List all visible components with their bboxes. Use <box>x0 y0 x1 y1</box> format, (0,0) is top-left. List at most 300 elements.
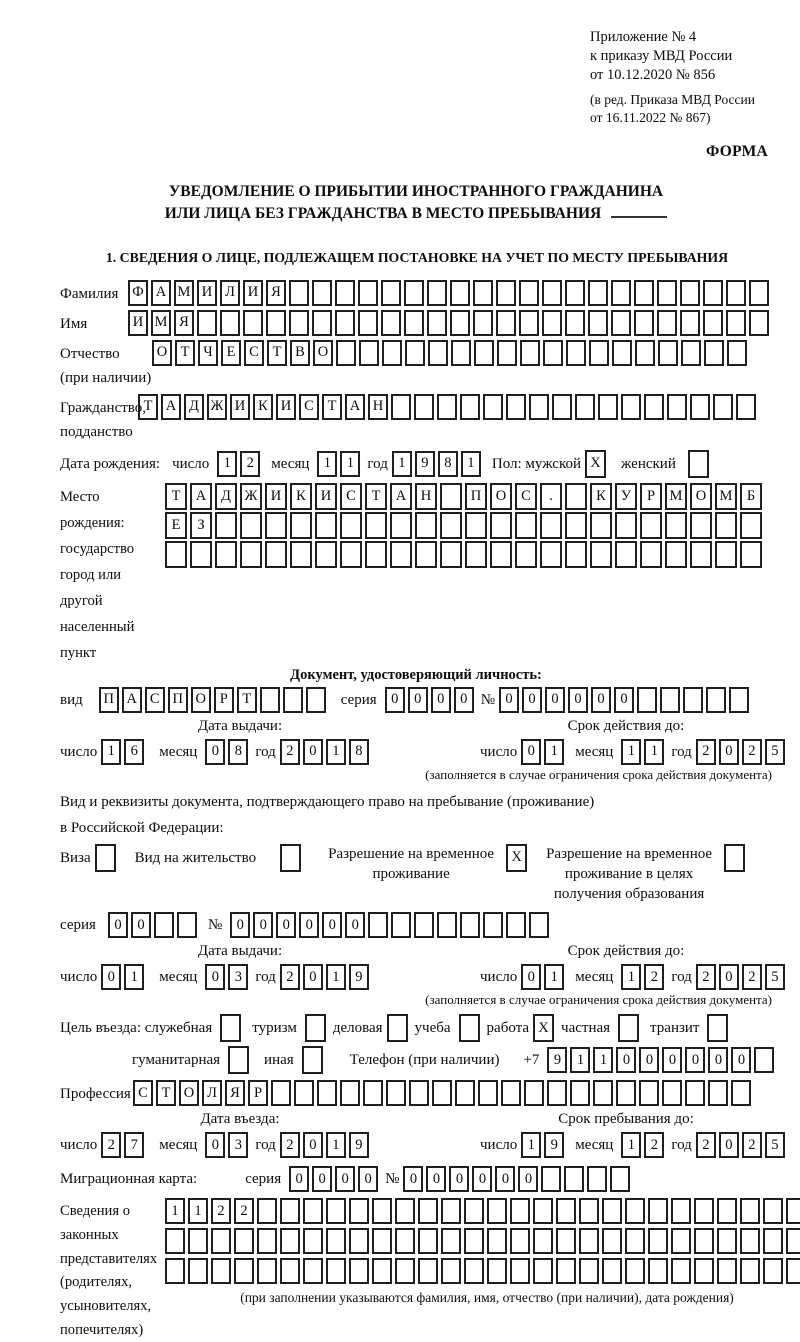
char-box[interactable]: 0 <box>495 1166 515 1192</box>
char-box[interactable] <box>280 1228 300 1254</box>
char-box[interactable] <box>315 512 337 539</box>
char-box[interactable] <box>648 1198 668 1224</box>
char-box[interactable] <box>188 1258 208 1284</box>
char-box[interactable]: И <box>243 280 263 306</box>
char-box[interactable] <box>727 340 747 366</box>
char-box[interactable] <box>639 1080 659 1106</box>
char-box[interactable] <box>565 310 585 336</box>
char-box[interactable] <box>404 310 424 336</box>
char-box[interactable] <box>610 1166 630 1192</box>
char-box[interactable] <box>496 280 516 306</box>
char-box[interactable] <box>404 280 424 306</box>
char-box[interactable] <box>506 394 526 420</box>
char-box[interactable]: 5 <box>765 739 785 765</box>
char-box[interactable] <box>740 512 762 539</box>
char-box[interactable]: 0 <box>708 1047 728 1073</box>
res-valid-month-boxes[interactable] <box>621 964 667 990</box>
char-box[interactable]: 0 <box>303 964 323 990</box>
char-box[interactable] <box>564 1166 584 1192</box>
char-box[interactable] <box>724 844 745 872</box>
char-box[interactable] <box>497 340 517 366</box>
char-box[interactable]: 1 <box>392 451 412 477</box>
char-box[interactable]: А <box>190 483 212 510</box>
char-box[interactable] <box>520 340 540 366</box>
char-box[interactable] <box>271 1080 291 1106</box>
char-box[interactable] <box>428 340 448 366</box>
char-box[interactable] <box>640 541 662 568</box>
char-box[interactable] <box>634 280 654 306</box>
char-box[interactable] <box>459 1014 480 1042</box>
char-box[interactable] <box>615 541 637 568</box>
char-box[interactable]: 1 <box>101 739 121 765</box>
char-box[interactable]: 5 <box>765 964 785 990</box>
char-box[interactable] <box>658 340 678 366</box>
char-box[interactable]: А <box>161 394 181 420</box>
mig-series-boxes[interactable] <box>289 1166 381 1192</box>
citizenship-boxes[interactable] <box>138 394 759 420</box>
char-box[interactable] <box>326 1258 346 1284</box>
char-box[interactable]: Т <box>156 1080 176 1106</box>
char-box[interactable] <box>266 310 286 336</box>
char-box[interactable]: М <box>151 310 171 336</box>
visa-checkbox[interactable] <box>95 844 119 872</box>
char-box[interactable] <box>483 912 503 938</box>
char-box[interactable] <box>372 1258 392 1284</box>
char-box[interactable] <box>165 1258 185 1284</box>
sex-female-checkbox[interactable] <box>688 450 712 478</box>
char-box[interactable] <box>588 310 608 336</box>
char-box[interactable] <box>703 310 723 336</box>
char-box[interactable] <box>336 340 356 366</box>
char-box[interactable] <box>418 1198 438 1224</box>
char-box[interactable]: Б <box>740 483 762 510</box>
temp-residence-checkbox[interactable] <box>506 844 530 872</box>
char-box[interactable]: 1 <box>165 1198 185 1224</box>
char-box[interactable] <box>541 1166 561 1192</box>
char-box[interactable] <box>671 1258 691 1284</box>
char-box[interactable] <box>615 512 637 539</box>
char-box[interactable] <box>644 394 664 420</box>
char-box[interactable]: 2 <box>644 964 664 990</box>
char-box[interactable] <box>519 280 539 306</box>
char-box[interactable] <box>414 912 434 938</box>
entry-day-boxes[interactable] <box>101 1132 147 1158</box>
char-box[interactable] <box>427 310 447 336</box>
char-box[interactable] <box>390 512 412 539</box>
char-box[interactable]: Д <box>184 394 204 420</box>
char-box[interactable] <box>460 394 480 420</box>
char-box[interactable]: О <box>690 483 712 510</box>
char-box[interactable] <box>154 912 174 938</box>
char-box[interactable]: 0 <box>719 1132 739 1158</box>
char-box[interactable] <box>312 310 332 336</box>
char-box[interactable]: X <box>533 1014 554 1042</box>
char-box[interactable] <box>731 1080 751 1106</box>
char-box[interactable] <box>211 1228 231 1254</box>
char-box[interactable] <box>749 310 769 336</box>
char-box[interactable] <box>579 1198 599 1224</box>
char-box[interactable] <box>441 1198 461 1224</box>
char-box[interactable]: С <box>244 340 264 366</box>
char-box[interactable]: 0 <box>499 687 519 713</box>
char-box[interactable] <box>460 912 480 938</box>
char-box[interactable]: Я <box>174 310 194 336</box>
char-box[interactable] <box>211 1258 231 1284</box>
char-box[interactable] <box>265 512 287 539</box>
char-box[interactable]: 3 <box>228 964 248 990</box>
char-box[interactable] <box>726 310 746 336</box>
char-box[interactable] <box>368 912 388 938</box>
char-box[interactable] <box>694 1228 714 1254</box>
char-box[interactable] <box>437 912 457 938</box>
doc-valid-month-boxes[interactable] <box>621 739 667 765</box>
char-box[interactable] <box>197 310 217 336</box>
char-box[interactable]: 0 <box>322 912 342 938</box>
char-box[interactable]: Е <box>165 512 187 539</box>
humanitarian-checkbox[interactable] <box>228 1046 252 1074</box>
char-box[interactable] <box>290 541 312 568</box>
char-box[interactable] <box>381 280 401 306</box>
char-box[interactable] <box>690 394 710 420</box>
char-box[interactable] <box>575 394 595 420</box>
char-box[interactable]: С <box>515 483 537 510</box>
char-box[interactable]: Т <box>365 483 387 510</box>
char-box[interactable]: 2 <box>696 739 716 765</box>
char-box[interactable] <box>303 1228 323 1254</box>
char-box[interactable]: 2 <box>240 451 260 477</box>
char-box[interactable]: Т <box>267 340 287 366</box>
char-box[interactable] <box>515 541 537 568</box>
sex-male-checkbox[interactable] <box>585 450 609 478</box>
char-box[interactable] <box>611 280 631 306</box>
char-box[interactable] <box>487 1198 507 1224</box>
char-box[interactable]: 1 <box>570 1047 590 1073</box>
char-box[interactable] <box>441 1228 461 1254</box>
char-box[interactable] <box>382 340 402 366</box>
char-box[interactable] <box>228 1046 249 1074</box>
char-box[interactable]: Т <box>175 340 195 366</box>
char-box[interactable] <box>390 541 412 568</box>
char-box[interactable] <box>335 280 355 306</box>
char-box[interactable] <box>465 541 487 568</box>
char-box[interactable]: 1 <box>621 739 641 765</box>
char-box[interactable] <box>391 912 411 938</box>
char-box[interactable] <box>510 1228 530 1254</box>
char-box[interactable] <box>305 1014 326 1042</box>
char-box[interactable]: 9 <box>349 1132 369 1158</box>
char-box[interactable] <box>763 1198 783 1224</box>
char-box[interactable] <box>648 1258 668 1284</box>
char-box[interactable] <box>749 280 769 306</box>
char-box[interactable] <box>340 1080 360 1106</box>
char-box[interactable] <box>680 280 700 306</box>
char-box[interactable] <box>565 541 587 568</box>
study-checkbox[interactable] <box>459 1014 483 1042</box>
char-box[interactable]: Ж <box>240 483 262 510</box>
char-box[interactable] <box>257 1258 277 1284</box>
char-box[interactable]: 2 <box>280 739 300 765</box>
char-box[interactable] <box>542 310 562 336</box>
char-box[interactable]: 1 <box>621 964 641 990</box>
char-box[interactable] <box>717 1198 737 1224</box>
representatives-boxes-row2[interactable] <box>165 1228 800 1254</box>
doc-valid-day-boxes[interactable] <box>521 739 567 765</box>
char-box[interactable] <box>190 541 212 568</box>
char-box[interactable]: И <box>276 394 296 420</box>
char-box[interactable] <box>215 512 237 539</box>
char-box[interactable]: Т <box>322 394 342 420</box>
char-box[interactable] <box>506 912 526 938</box>
char-box[interactable] <box>707 1014 728 1042</box>
stay-year-boxes[interactable] <box>696 1132 788 1158</box>
char-box[interactable]: Н <box>415 483 437 510</box>
char-box[interactable] <box>395 1228 415 1254</box>
char-box[interactable]: П <box>99 687 119 713</box>
char-box[interactable]: 0 <box>276 912 296 938</box>
char-box[interactable] <box>786 1258 800 1284</box>
char-box[interactable]: 0 <box>449 1166 469 1192</box>
char-box[interactable]: 1 <box>544 964 564 990</box>
char-box[interactable]: М <box>174 280 194 306</box>
char-box[interactable]: И <box>230 394 250 420</box>
char-box[interactable]: 6 <box>124 739 144 765</box>
char-box[interactable]: 2 <box>742 1132 762 1158</box>
char-box[interactable]: Я <box>266 280 286 306</box>
char-box[interactable] <box>665 541 687 568</box>
char-box[interactable]: Д <box>215 483 237 510</box>
char-box[interactable]: 1 <box>644 739 664 765</box>
char-box[interactable]: З <box>190 512 212 539</box>
char-box[interactable]: 2 <box>211 1198 231 1224</box>
char-box[interactable]: 9 <box>349 964 369 990</box>
char-box[interactable] <box>533 1198 553 1224</box>
char-box[interactable]: К <box>290 483 312 510</box>
char-box[interactable]: 2 <box>696 964 716 990</box>
char-box[interactable]: С <box>133 1080 153 1106</box>
char-box[interactable]: 8 <box>438 451 458 477</box>
char-box[interactable] <box>415 541 437 568</box>
char-box[interactable] <box>294 1080 314 1106</box>
char-box[interactable]: А <box>390 483 412 510</box>
char-box[interactable] <box>579 1228 599 1254</box>
char-box[interactable]: 1 <box>326 739 346 765</box>
char-box[interactable] <box>657 280 677 306</box>
char-box[interactable]: 0 <box>230 912 250 938</box>
char-box[interactable]: М <box>715 483 737 510</box>
char-box[interactable]: И <box>265 483 287 510</box>
char-box[interactable]: К <box>590 483 612 510</box>
char-box[interactable] <box>381 310 401 336</box>
char-box[interactable] <box>612 340 632 366</box>
char-box[interactable] <box>680 310 700 336</box>
char-box[interactable] <box>363 1080 383 1106</box>
char-box[interactable]: 1 <box>188 1198 208 1224</box>
char-box[interactable]: У <box>615 483 637 510</box>
char-box[interactable] <box>234 1228 254 1254</box>
char-box[interactable]: 0 <box>408 687 428 713</box>
char-box[interactable]: . <box>540 483 562 510</box>
char-box[interactable] <box>740 1228 760 1254</box>
char-box[interactable] <box>414 394 434 420</box>
char-box[interactable] <box>590 541 612 568</box>
char-box[interactable]: 0 <box>101 964 121 990</box>
char-box[interactable] <box>703 280 723 306</box>
char-box[interactable]: К <box>253 394 273 420</box>
char-box[interactable] <box>395 1258 415 1284</box>
char-box[interactable]: 0 <box>303 1132 323 1158</box>
char-box[interactable]: 2 <box>742 739 762 765</box>
tourism-checkbox[interactable] <box>305 1014 329 1042</box>
char-box[interactable] <box>540 512 562 539</box>
char-box[interactable] <box>280 844 301 872</box>
char-box[interactable] <box>280 1198 300 1224</box>
char-box[interactable] <box>542 280 562 306</box>
res-issue-month-boxes[interactable] <box>205 964 251 990</box>
char-box[interactable] <box>440 483 462 510</box>
char-box[interactable] <box>602 1228 622 1254</box>
char-box[interactable] <box>441 1258 461 1284</box>
birthplace-boxes-row2[interactable] <box>165 512 765 539</box>
char-box[interactable] <box>708 1080 728 1106</box>
char-box[interactable] <box>257 1228 277 1254</box>
char-box[interactable]: 0 <box>426 1166 446 1192</box>
char-box[interactable]: 0 <box>662 1047 682 1073</box>
char-box[interactable] <box>440 512 462 539</box>
phone-boxes[interactable] <box>547 1047 777 1073</box>
char-box[interactable] <box>515 512 537 539</box>
char-box[interactable] <box>478 1080 498 1106</box>
char-box[interactable]: 2 <box>101 1132 121 1158</box>
char-box[interactable] <box>657 310 677 336</box>
char-box[interactable] <box>671 1228 691 1254</box>
char-box[interactable] <box>427 280 447 306</box>
char-box[interactable] <box>524 1080 544 1106</box>
char-box[interactable]: 9 <box>415 451 435 477</box>
char-box[interactable] <box>740 1198 760 1224</box>
char-box[interactable] <box>501 1080 521 1106</box>
char-box[interactable] <box>365 512 387 539</box>
char-box[interactable]: Е <box>221 340 241 366</box>
char-box[interactable]: 2 <box>742 964 762 990</box>
char-box[interactable] <box>265 541 287 568</box>
char-box[interactable] <box>533 1258 553 1284</box>
char-box[interactable] <box>359 340 379 366</box>
char-box[interactable] <box>662 1080 682 1106</box>
char-box[interactable] <box>177 912 197 938</box>
doc-issue-year-boxes[interactable] <box>280 739 372 765</box>
char-box[interactable]: 0 <box>545 687 565 713</box>
char-box[interactable]: 0 <box>358 1166 378 1192</box>
char-box[interactable] <box>602 1258 622 1284</box>
char-box[interactable] <box>464 1228 484 1254</box>
char-box[interactable]: 0 <box>521 964 541 990</box>
char-box[interactable]: 2 <box>234 1198 254 1224</box>
char-box[interactable]: Ф <box>128 280 148 306</box>
char-box[interactable] <box>391 394 411 420</box>
char-box[interactable]: Ч <box>198 340 218 366</box>
char-box[interactable] <box>315 541 337 568</box>
char-box[interactable]: 1 <box>217 451 237 477</box>
char-box[interactable]: 0 <box>521 739 541 765</box>
char-box[interactable]: 2 <box>644 1132 664 1158</box>
char-box[interactable]: 0 <box>108 912 128 938</box>
char-box[interactable] <box>510 1198 530 1224</box>
char-box[interactable] <box>464 1198 484 1224</box>
char-box[interactable] <box>340 512 362 539</box>
char-box[interactable] <box>483 394 503 420</box>
doc-type-boxes[interactable] <box>99 687 329 713</box>
entry-month-boxes[interactable] <box>205 1132 251 1158</box>
mig-number-boxes[interactable] <box>403 1166 633 1192</box>
char-box[interactable] <box>257 1198 277 1224</box>
char-box[interactable]: Л <box>220 280 240 306</box>
char-box[interactable]: О <box>191 687 211 713</box>
char-box[interactable] <box>704 340 724 366</box>
char-box[interactable]: 0 <box>454 687 474 713</box>
char-box[interactable] <box>763 1228 783 1254</box>
char-box[interactable]: 0 <box>731 1047 751 1073</box>
char-box[interactable] <box>340 541 362 568</box>
char-box[interactable]: 0 <box>614 687 634 713</box>
birth-year-boxes[interactable] <box>392 451 484 477</box>
char-box[interactable]: 0 <box>518 1166 538 1192</box>
char-box[interactable] <box>243 310 263 336</box>
char-box[interactable] <box>317 1080 337 1106</box>
char-box[interactable] <box>465 512 487 539</box>
char-box[interactable] <box>547 1080 567 1106</box>
char-box[interactable] <box>786 1198 800 1224</box>
char-box[interactable] <box>529 912 549 938</box>
char-box[interactable]: Н <box>368 394 388 420</box>
char-box[interactable] <box>335 310 355 336</box>
char-box[interactable] <box>358 310 378 336</box>
char-box[interactable] <box>372 1198 392 1224</box>
representatives-boxes-row1[interactable] <box>165 1198 800 1224</box>
char-box[interactable]: 0 <box>385 687 405 713</box>
char-box[interactable]: 0 <box>431 687 451 713</box>
char-box[interactable] <box>685 1080 705 1106</box>
char-box[interactable] <box>349 1258 369 1284</box>
char-box[interactable]: Т <box>237 687 257 713</box>
char-box[interactable] <box>786 1228 800 1254</box>
char-box[interactable] <box>326 1198 346 1224</box>
char-box[interactable]: 0 <box>616 1047 636 1073</box>
doc-issue-day-boxes[interactable] <box>101 739 147 765</box>
char-box[interactable] <box>312 280 332 306</box>
char-box[interactable]: А <box>122 687 142 713</box>
char-box[interactable] <box>589 340 609 366</box>
char-box[interactable] <box>590 512 612 539</box>
profession-boxes[interactable] <box>133 1080 754 1106</box>
char-box[interactable] <box>409 1080 429 1106</box>
char-box[interactable]: 0 <box>131 912 151 938</box>
char-box[interactable] <box>418 1228 438 1254</box>
char-box[interactable]: 0 <box>205 964 225 990</box>
char-box[interactable] <box>358 280 378 306</box>
stay-day-boxes[interactable] <box>521 1132 567 1158</box>
char-box[interactable] <box>405 340 425 366</box>
char-box[interactable] <box>437 394 457 420</box>
char-box[interactable]: 1 <box>124 964 144 990</box>
char-box[interactable]: О <box>490 483 512 510</box>
char-box[interactable] <box>740 1258 760 1284</box>
char-box[interactable] <box>455 1080 475 1106</box>
char-box[interactable] <box>616 1080 636 1106</box>
char-box[interactable]: Я <box>225 1080 245 1106</box>
char-box[interactable]: Т <box>138 394 158 420</box>
char-box[interactable]: М <box>665 483 687 510</box>
char-box[interactable] <box>648 1228 668 1254</box>
